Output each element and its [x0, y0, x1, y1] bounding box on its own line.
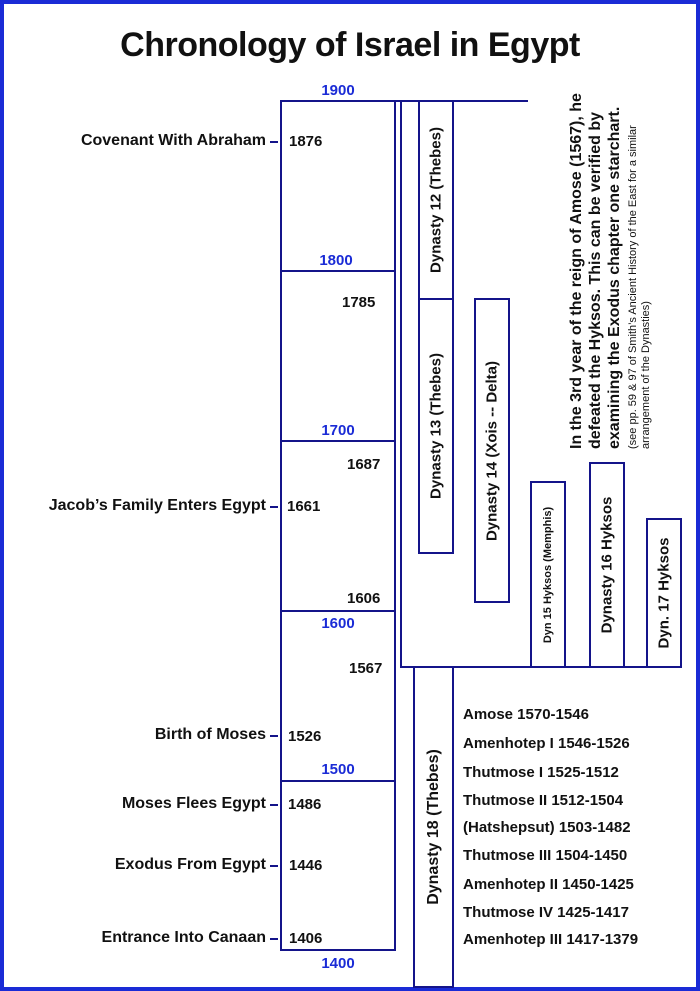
year-1876: 1876: [289, 133, 323, 150]
timeline-left-line: [280, 100, 282, 951]
dynasty-17-box: [646, 518, 682, 668]
event-moses-flees-egypt: Moses Flees Egypt: [121, 795, 266, 812]
year-1661: 1661: [287, 498, 321, 515]
dynasty-15-box: [530, 481, 566, 668]
dynasty-13-label: Dynasty 13 (Thebes): [427, 353, 445, 499]
timeline-right-line: [394, 100, 396, 951]
king-thutmose-i: Thutmose I 1525-1512: [463, 764, 619, 781]
tick-exodus: [270, 865, 278, 867]
dynasty-15-label: Dyn 15 Hyksos (Memphis): [542, 506, 554, 643]
king-amenhotep-ii: Amenhotep II 1450-1425: [463, 876, 634, 893]
year-1687: 1687: [347, 456, 381, 473]
note-main-text: In the 3rd year of the reign of Amose (1567), he defeated the Hyksos. This can be verified by examining the Exodus chapter one starchart.: [568, 93, 623, 449]
century-label-1500: 1500: [321, 761, 355, 778]
dynasty-13-box: [418, 298, 454, 554]
century-line-1800: [280, 270, 396, 272]
century-label-1400: 1400: [321, 955, 355, 972]
year-1785: 1785: [342, 294, 376, 311]
king-amose: Amose 1570-1546: [463, 706, 589, 723]
year-1406: 1406: [289, 930, 323, 947]
dynasty-14-box: [474, 298, 510, 603]
event-entrance-into-canaan: Entrance Into Canaan: [101, 929, 266, 946]
king-thutmose-iii: Thutmose III 1504-1450: [463, 847, 628, 864]
dynasty-18-box: [413, 666, 454, 988]
century-line-1600: [280, 610, 396, 612]
year-1526: 1526: [288, 728, 322, 745]
tick-canaan: [270, 938, 278, 940]
century-label-1800: 1800: [319, 252, 353, 269]
tick-covenant: [270, 141, 278, 143]
year-1567: 1567: [349, 660, 383, 677]
hyksos-note: [567, 89, 653, 449]
dynasty-12-label: Dynasty 12 (Thebes): [427, 127, 445, 273]
tick-birth: [270, 735, 278, 737]
dynasty-14-label: Dynasty 14 (Xois -- Delta): [483, 360, 501, 541]
century-label-1700: 1700: [321, 422, 355, 439]
king-thutmose-iv: Thutmose IV 1425-1417: [463, 904, 629, 921]
dynasty-17-label: Dyn. 17 Hyksos: [655, 537, 673, 649]
event-jacob-family-enters-egypt: Jacob’s Family Enters Egypt: [48, 497, 266, 514]
note-source-text: (see pp. 59 & 97 of Smith’s Ancient History of the East for a similar arrangement of the Dynasties): [627, 125, 652, 449]
page-title: Chronology of Israel in Egypt: [120, 26, 580, 64]
dynasty-16-box: [589, 462, 625, 668]
dynasty-16-label: Dynasty 16 Hyksos: [598, 496, 616, 634]
event-birth-of-moses: Birth of Moses: [154, 726, 266, 743]
king-thutmose-ii: Thutmose II 1512-1504: [463, 792, 624, 809]
king-amenhotep-i: Amenhotep I 1546-1526: [463, 735, 630, 752]
dynasty-12-box: [418, 100, 454, 300]
century-line-1500: [280, 780, 396, 782]
tick-flees: [270, 804, 278, 806]
king-amenhotep-iii: Amenhotep III 1417-1379: [463, 931, 639, 948]
tick-jacob: [270, 506, 278, 508]
king-hatshepsut: (Hatshepsut) 1503-1482: [463, 819, 631, 836]
year-1606: 1606: [347, 590, 381, 607]
event-exodus-from-egypt: Exodus From Egypt: [114, 856, 266, 873]
century-label-1900: 1900: [321, 82, 355, 99]
century-line-1400: [280, 949, 396, 951]
dynasty-18-label: Dynasty 18 (Thebes): [424, 749, 442, 905]
event-covenant-with-abraham: Covenant With Abraham: [80, 132, 266, 149]
century-line-1700: [280, 440, 396, 442]
year-1446: 1446: [289, 857, 323, 874]
dynasty-column-line: [400, 100, 402, 668]
century-line-1900: [280, 100, 528, 102]
century-label-1600: 1600: [321, 615, 355, 632]
year-1486: 1486: [288, 796, 322, 813]
